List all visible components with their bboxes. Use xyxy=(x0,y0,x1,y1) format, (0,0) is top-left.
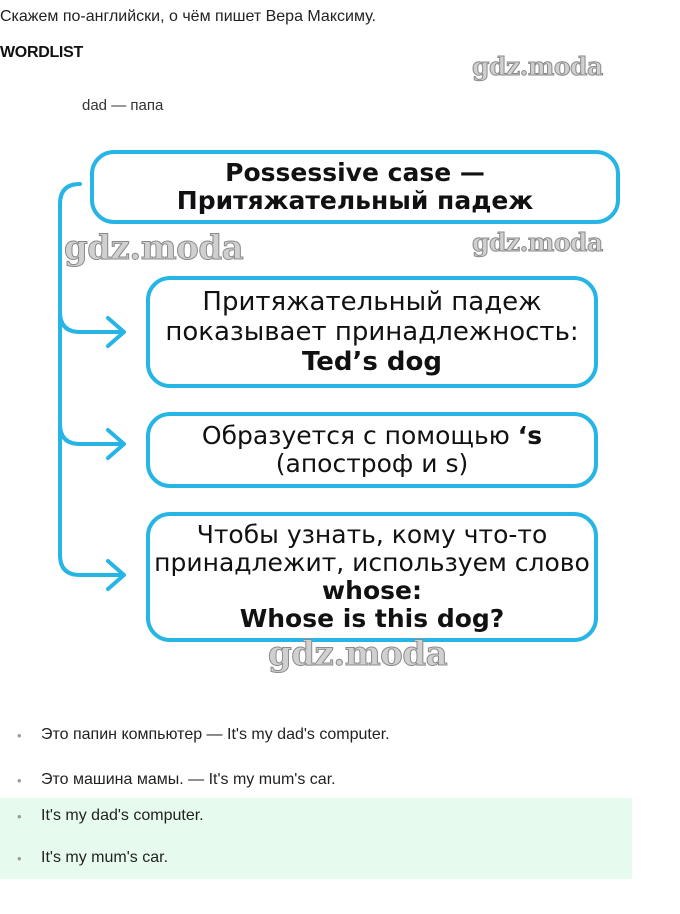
box2-text-before: Образуется с помощью xyxy=(201,421,510,450)
diagram-title: Possessive case — Притяжательный падеж xyxy=(176,158,534,215)
box1-text: Притяжательный падеж показывает принадлежность: xyxy=(165,287,579,347)
list-item: • Это папин компьютер — It's my dad's computer. xyxy=(0,714,632,759)
box1-example: Ted’s dog xyxy=(301,347,443,377)
box3-keyword: whose: xyxy=(322,576,422,605)
watermark-logo: gdz.moda xyxy=(268,634,448,674)
wordlist-heading: WORDLIST xyxy=(0,44,83,61)
watermark-logo: gdz.moda xyxy=(64,228,244,268)
answer-item: • It's my dad's computer. xyxy=(0,798,632,840)
sentence-list xyxy=(0,714,632,801)
intro-text: Скажем по-английски, о чём пишет Вера Максиму. xyxy=(0,8,376,25)
diagram-box-meaning xyxy=(146,276,598,388)
watermark-logo: gdz.moda xyxy=(472,52,603,81)
answer-item: • It's my mum's car. xyxy=(0,840,632,882)
box3-example: Whose is this dog? xyxy=(239,604,505,633)
diagram-title-box xyxy=(90,150,620,224)
box2-symbol: ‘s xyxy=(517,421,543,450)
box2-text-after: (апостроф и s) xyxy=(275,449,469,478)
list-item: • Это машина мамы. — It's my mum's car. xyxy=(0,759,632,801)
answer-block xyxy=(0,798,632,879)
diagram-box-formation xyxy=(146,412,598,488)
box3-text: Чтобы узнать, кому что-то принадлежит, используем слово xyxy=(154,520,590,577)
wordlist-entry-cropped: dad — папа xyxy=(82,97,164,114)
diagram-box-question xyxy=(146,512,598,642)
watermark-logo: gdz.moda xyxy=(472,228,603,257)
